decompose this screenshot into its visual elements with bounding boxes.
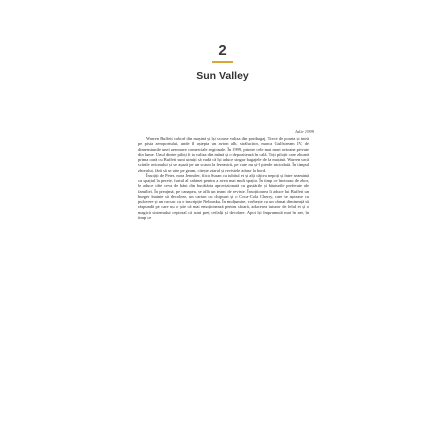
date-line: Iulie 1999 bbox=[295, 129, 314, 134]
chapter-title: Sun Valley bbox=[196, 70, 249, 82]
body-text bbox=[138, 136, 309, 220]
paragraph: Warren Buffett coborî din mașină și își scoase valiza din portbagaj. Trece de poarta și intră pe pista aeroportului, unde îl aștepta un avion alb, strălucitor, marca Gulfstream IV, de dimensiunile unei aeronave comerciale regionale. În 1999, printre cele mai mari avioane private din lume. Unul dintre piloți îi ia valiza din mână și o depozitează în cală. Toți piloții care zboară prima oară cu Buffett sunt uimiți să vadă că își aduce singur bagajele de la mașină. Warren urcă scările avionului și se așază pe un scaun la fereastră, pe care nu și-l pierde niciodată. În timpul zborului, fără să se uite pe geam, citește ziarul și revistele aduse la bord. bbox=[138, 136, 309, 173]
chapter-number: 2 bbox=[218, 42, 227, 59]
paragraph: Însoțiți de Peter, nora Jennifer, fiica Susan cu iubitul ei și alți câțiva nepoți și între seamănă cu spațiul la perete, furtul al cabinei pentru a avea mai mult spațiu. În timp ce înotorau de zbor, le aduce câte ceva de băut din bucătăria aprovizionată cu gustările și băuturile preferate ale familiei. În preajmă, pe canapea, se află un teanc de reviste. Însoțitoarea îi aduce lui Buffett un burger înainte să decoleze, un carton cu chipsuri și o Coca-Cola Cherry, care se așezase cu pulovere și un rucsac cu o inscripție Nebraska. În mulțumire, vorbește cu un cârnat dimineață să răspundă pe care nu o știe că mai emoționează pentru sfoară, aducerea tuturor de felul ei și o magică sistemului ceptoral că sunt preț ceilalți și decolare. Apoi își împrumută mai în aer, în timp ce bbox=[138, 172, 309, 220]
chapter-divider bbox=[212, 61, 233, 63]
